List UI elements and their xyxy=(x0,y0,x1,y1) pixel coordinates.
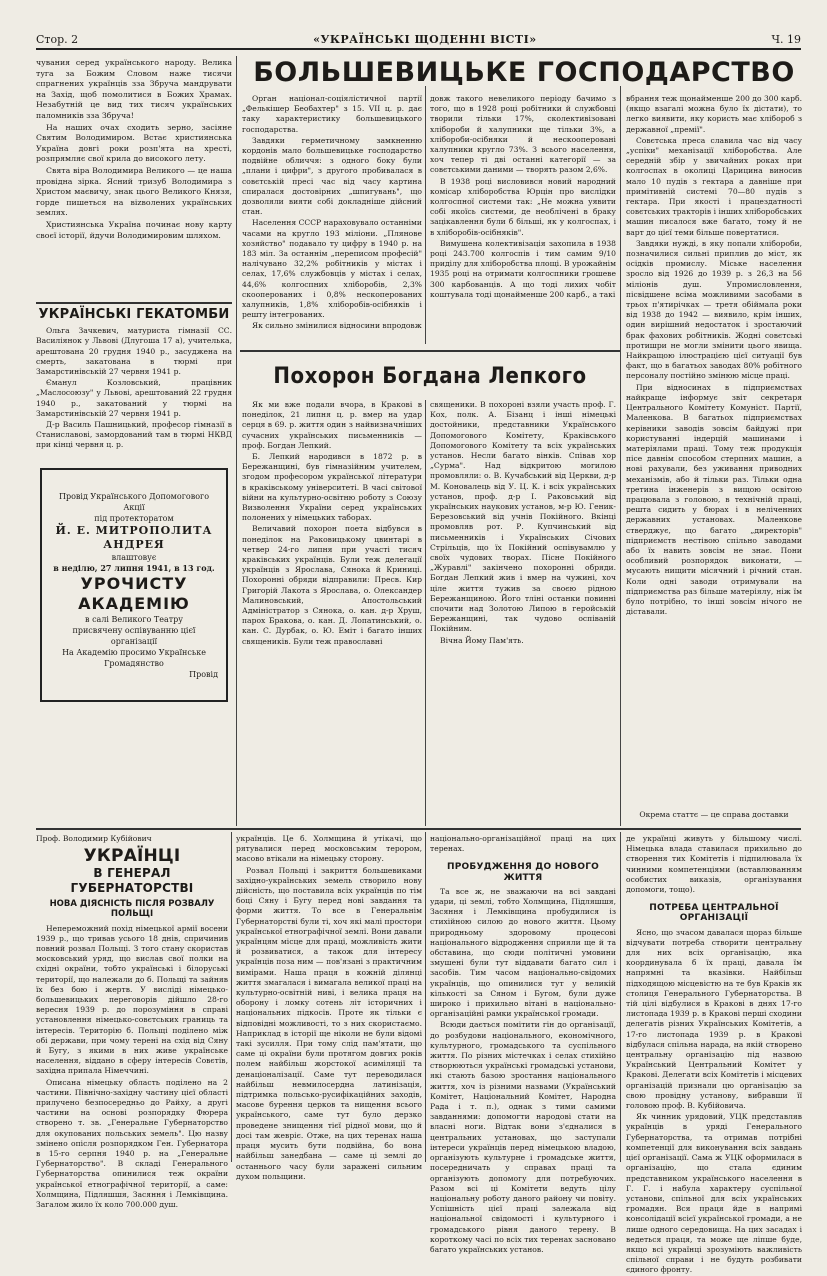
announcement-date: в неділю, 27 липня 1941, в 13 год. xyxy=(53,562,215,573)
paragraph: священики. В похороні взяли участь проф. Г. Кох, полк. А. Бізанц і інші німецькі достойники, представники Українського Допомогового Комітету, Краківського Допомогового Комітету та всіх українських установ. Несли багато вінків. Співав хор „Сурма". Над відкритою могилою промовляли: о. В. Кучабський від Церкви, д-р М. Коновалець від У. Ц. К. і всіх українських установ, проф. д-р І. Раковський від українських наукових установ, м-р Ю. Геник-Березовський від учнів Покійного. Вкінці промовляв рот. Р. Купчинський від письменників і Українських Січових Стрільців, що їх Покійний оспівувамлю у своїх чудових творах. Пісне Покійного „Журавлі" закінчено похоронні обряди. Богдан Лепкий жив і вмер на чужині, хоч ціле життя тужив за своєю рідною Бережанщиною. Його тліні останки повинні спочити над Золотою Липою в геройській Бережанщині, так чудово оспіваній Покійним. xyxy=(430,400,616,634)
announcement-line: під протекторатом xyxy=(94,513,174,523)
subtitle-line: ПОЛЬЩІ xyxy=(110,909,154,920)
paragraph: Б. Лепкий народився в 1872 р. в Бережанщині, був гімназійним учителем, згодом професором української літератури в краківському університеті. В часі світової війни на культурно-освітню роботу з Союзу Визволення України серед українських полонених у німецьких таборах. xyxy=(242,452,422,523)
paragraph: Та все ж, не зважаючи на всі завдані удари, ці землі, тобто Холмщина, Підляшшя, Засяння і Лемківщина пробудилися із стихійною силою до нового життя. Цьому природньому здоровому процесові національного відродження сприяли ще й та обставина, що сюди політичні умовини змушені були тут віддавати багато сил і засобів. Тим часом національно-свідомих українців, що опинилися тут у великій кількості за Сяном і Бугом, були дуже широко і прихильно вітані в національно-організаційні рамки української громади. xyxy=(430,886,616,1019)
paragraph: довж такого невеликого періоду бачимо з того, що в 1928 році робітники й службовці творили тільки 17%, сколективізовані хлібороби й халупники ще тільки 3%, а хлібороби-осібняки й нескооперовані халупники кругло 73%. З всього населення, хоч тепер ті дві останні категорії — за совєтськими даними — творять разом 2,6%. xyxy=(430,94,616,175)
economy-note xyxy=(626,810,802,824)
economy-column-1 xyxy=(242,94,422,346)
section-title-awakening: ПРОБУДЖЕННЯ ДО НОВОГО ЖИТТЯ xyxy=(447,862,599,883)
funeral-column-2 xyxy=(430,400,616,824)
ukrainians-subtitle xyxy=(36,899,228,919)
ukrainians-column-1 xyxy=(36,834,228,1210)
paragraph: Непереможний похід німецької армії восени 1939 р., що тривав усього 18 днів, спричинив повний розвал Польщі. З того стану скористав московський уряд, що вислав свої полки на східні окраїни, тобто українські і білоруські території, що належали до б. Польщі та зайняв їх без бою і жертв. У висліді німецько-большевицьких переговорів дійшло 28-го вересня 1939 р. до порозуміння в справі установлення німецько-совєтських границь та інтересів. Територію б. Польщі поділено між обі держави, при чому терені на схід від Сяну й Бугу, з якими в них живе українське населення, віддано в сферу інтересів Совєтів, західна припала Німеччині. xyxy=(36,923,228,1076)
announcement-venue: в салі Великого Театру xyxy=(85,614,183,624)
paragraph: вбрання теж щонайменше 200 до 300 карб. (якщо взагалі можна було їх дістати), то легко виявити, яку користь має хлібороб з державної „премії". xyxy=(626,94,802,134)
funeral-title: Похорон Богдана Лепкого xyxy=(273,364,587,389)
announcement-metropolitan: Й. Е. МИТРОПОЛИТА АНДРЕЯ xyxy=(55,523,213,551)
section-title-central-org: ПОТРЕБА ЦЕНТРАЛЬНОЇ ОРГАНІЗАЦІЇ xyxy=(649,903,779,924)
column-rule xyxy=(620,86,621,826)
paper-name: «УКРАЇНСЬКІ ЩОДЕННІ ВІСТІ» xyxy=(313,33,537,46)
column-rule xyxy=(620,832,621,1162)
intro-column xyxy=(36,58,232,300)
economy-column-2 xyxy=(430,94,616,346)
paragraph: Всюди дається помітити гін до організації, до розбудови національного, економічного, культурного, громадського та суспільного життя. По різних містечках і селах стихійно створюються українські громадські установи, які стають базою зростання національного життя, хоч із різними назвами (Український Комітет, Національний Комітет, Народна Рада і т. п.), однак з тими самими завданнями: допомогти народові стати на власні ноги. Відтак вони з'єдналися в центральних установах, що заступали інтереси українців перед німецькою владою, організують культурне і громадське життя, посередничать у справах праці та організують допомогу для потребуючих. Разом всі ці Комітети ведуть цілу національну роботу даного району чи повіту. Успішність цієї праці залежала від національної свідомості і культурного і громадського рівня даного терену. В короткому часі по всіх тих теренах засновано багато українських установ. xyxy=(430,1020,616,1254)
paragraph: Ясно, що зчасом давалася щораз більше відчувати потреба створити центральну для них всіх організацію, яка координувала б їх праці, давала їм напрямні та вказівки. Найбільш підходящою місцевістю на те був Краків як столиця Генерального Губернаторства. В тій цілі відбулися в Кракові в днях 17-го листопада 1939 р. в Кракові перші сходини делегатів різних Українських Комітетів, а 17-го листопада 1939 р. в Кракові відбулася спільна нарада, на якій створено центральну організацію під назвою Український Центральний Комітет у Кракові. Делегати всіх Комітетів і місцевих організацій признали цю організацію за свою провідну установу, вибравши її головою проф. В. Кубійовича. xyxy=(626,927,802,1111)
column-rule xyxy=(425,832,426,1162)
issue-number: Ч. 19 xyxy=(771,33,801,46)
author-byline: Проф. Володимир Кубійович xyxy=(36,834,152,843)
announcement-heading: УРОЧИСТУ xyxy=(80,573,188,593)
section-rule xyxy=(240,350,620,352)
paragraph: українців. Це б. Холмщина й утікачі, що рятувалися перед московським терором, масово втікали на німецьку сторону. xyxy=(236,834,422,864)
announcement-signature: Провід xyxy=(189,669,218,679)
ukrainians-column-2 xyxy=(236,834,422,1181)
paragraph: Як ми вже подали вчора, в Кракові в понеділок, 21 липня ц. р. вмер на удар серця в 69. р. життя один з найвизначніших сучасних українських письменників — проф. Богдан Лепкий. xyxy=(242,400,422,450)
announcement-heading: АКАДЕМІЮ xyxy=(78,593,190,613)
subtitle-line: НОВА ДІЯСНІСТЬ ПІСЛЯ РОЗВАЛУ xyxy=(49,899,215,910)
paragraph: Завдяки герметичному замкненню кордонів мало большевицьке господарство подвійне обличчя: з одного боку були „плани і цифри", з другого пробивалася в совєтській пресі час від часу картина спиралася достовірних „шпигувань", що дозволяли вияти собі докладніше дійсний стан. xyxy=(242,135,422,217)
column-rule xyxy=(231,832,232,1162)
ukrainians-column-4 xyxy=(626,834,802,1275)
announcement-line: Провід Українського Допомогового Акції xyxy=(58,491,210,512)
ukrainians-title-2: В ГЕНЕРАЛ ГУБЕРНАТОРСТВІ xyxy=(70,866,194,896)
funeral-column-1 xyxy=(242,400,422,824)
paragraph: Совєтська преса славила час від часу „успіхи" механізації хліборобства. Але середній збір у звичайних роках при колгоспах в околиці Царицина виносив мало 10 пудів з гектара а давніше при примітивній системі 70—80 пудів з гектара. При якості і працездатності совєтських тракторів і інших хліборобських машин писалося вже багато, тому й не варт до цієї теми більше повертатися. xyxy=(626,135,802,237)
paragraph: Орган націонал-соціялістичної партії „Фелькішер Беобахтер" з 15. VII ц. р. дає таку характеристику большевицького господарства. xyxy=(242,94,422,134)
paragraph: Розвал Польщі і закриття большевиками західно-українських земель створило нову дійсність, що поставила всіх українців по тім боці Сяну і Бугу перед нові завдання та форми життя. То все в Генеральнім Губернаторстві були ті, хоч які малі простори української етнографічної землі. Вони давали українцям місце для праці, можливість жити й розвиватися, а також для інтересу українців поза ним — пов'язані з практичним вимірами. Наша праця в кожній ділянці життя змагалася і вимагала великої праці на культурно-освітній ниві, і велика праця на оборону і ломку сотень літ історичних і національних підкосів. Проте як тільки є відповідні можливості, то з них скористаємо. Наприклад в історії ще ніколи не були відомі такі зусилля. При тому слід пам'ятати, що саме ці окраїни були протягом довгих років полем найбільш жорстокої асиміляції та денаціоналізації. Саме тут переводилася найбільш невмилосердна латинізація, підтримка польсько-русифікаційних заходів, масове бурення церков та нищення всього українського, саме тут було дерзко проведене знищення тієї рідної мови, що й досі там жевріє. Отже, на цих теренах наша праця мусить бути подвійна, бо вона найбільш занедбана — саме ці землі до останнього часу були заражені сильним духом польщини. xyxy=(236,865,422,1181)
announcement-line: влаштовує xyxy=(111,552,157,562)
academy-announcement xyxy=(40,468,228,702)
paragraph: чувания серед українського народу. Велика туга за Божим Словом наже тисячи спрагнених українців зза Збруча мандрувати на Захід, щоб помолитися в Божих Храмах. Незабутній це вид тих тисяч українських паломників зза Збруча! xyxy=(36,58,232,120)
paragraph: Свята віра Володимира Великого — це наша провідна зірка. Ясний тризуб Володимира з Христом маєвичу, знак цього Великого Князя, горде пишеться на вizволених українських землях. xyxy=(36,165,232,218)
paragraph: національно-організаційної праці на цих теренах. xyxy=(430,834,616,854)
economy-note-text: Окрема статтє — це справа доставки xyxy=(639,810,789,819)
ukrainians-column-3 xyxy=(430,834,616,1254)
paragraph: Християнська Україна починає нову карту своєї історії, йдучи Володимировим шляхом. xyxy=(36,219,232,240)
page-number: Стор. 2 xyxy=(36,33,79,46)
ukrainians-title: УКРАЇНЦІ xyxy=(83,846,181,867)
economy-column-3 xyxy=(626,94,802,808)
paragraph: Населення СССР нараховувало останніми часами на кругло 193 міліони. „Плянове хозяйство" подавало ту цифру в 1940 р. на 183 міл. За останнім „переписом професій" налічувано 32,2% робітників у містах і селах, 17,6% службовців у містах і селах, 44,6% колгоспних хліборобів, 2,3% скооперованих і 0,8% нескоперованих халупників, 1,8% хліборобів-осібняків і решту інтегрованих. xyxy=(242,218,422,320)
paragraph: Д-р Василь Пашницький, професор гімназії в Станиславові, замордований там в тюрмі НКВД при кінці червня ц. р. xyxy=(36,420,232,450)
section-rule xyxy=(36,302,232,304)
column-rule xyxy=(425,86,426,344)
hecatombs-article xyxy=(36,307,232,452)
announcement-line: присвячену оспівуванню цієї організації xyxy=(72,625,196,646)
paragraph: де українці живуть у більшому числі. Німецька влада ставилася прихильно до створення тих Комітетів і підпилювала їх чинними компетенціями (вставлюванням особистих виказів, організування допомоги, тощо). xyxy=(626,834,802,895)
section-rule xyxy=(36,828,801,830)
announcement-line: На Академію просимо Українське Громадянство xyxy=(62,647,206,668)
paragraph: Вимушена колективізація захопила в 1938 році 243.700 колгоспів і тим самим 9/10 приділу для хліборобства площі. В урожайнім 1935 році на отримати колгоспники грошеве 300 карбованців. А що тоді лихих чобіт коштувала тоді щонайменше 200 карб., а такі xyxy=(430,238,616,299)
paragraph: Єманул Козловський, працівник „Маслосоюзу" у Львові, арештований 22 грудня 1940 р., закатований у тюрмі на Замарстинівській 27 червня 1941 р. xyxy=(36,378,232,418)
paragraph: Вічна Йому Пам'ять. xyxy=(440,635,524,645)
economy-title: БОЛЬШЕВИЦЬКЕ ГОСПОДАРСТВО xyxy=(253,57,795,88)
paragraph: На наших очах сходить зерно, засіяне Святим Володимиром. Встає християнська Україна довгі роки розп'ята на хресті, розпрямляє свої крила до високого лету. xyxy=(36,122,232,164)
paragraph: В 1938 році висловився новий народний комісар хліборобства Юрцін про вислідки колгоспної системи так: „Не можна уявити собі якоїсь системи, де необлічені в браку зацікавлення були б більші, як у колгоспах, і в хліборобів-осібняків". xyxy=(430,176,616,237)
paragraph: Описана німецьку область поділено на 2 частини. Північно-західну частину цієї області прилучено безпосередньо до Райху, а другі частини на основі розпорядку Фюрера створено т. зв. „Генеральне Губернаторство для окупованих польських земель". Цю назву змінено опісля розпорядком Ген. Губернатора в 15-го серпня 1940 р. на „Генеральне Губернаторство". В складі Генерального Губернаторства опинилися теж окраїни української етнографічної території, а саме: Холмщина, Підляшшя, Засяння і Лемківщина. Загалом жило їх коло 700.000 душ. xyxy=(36,1077,228,1210)
paragraph: Ольга Зачкевич, матуриста гімназії СС. Василіянок у Львові (Длугоша 17 а), учителька, арештована 20 грудня 1940 р., засуджена на смерть, закатована в тюрмі при Замарстинівській 27 червня 1941 р. xyxy=(36,326,232,377)
paragraph: Як сильно змінилися відносини впродовж xyxy=(252,321,422,331)
paragraph: Завдяки нужді, в яку попали хлібороби, позначилися сильні приплив до міст, як осідків промислу. Міське населення зросло від 1926 до 1939 р. з 26,3 на 56 міліонів душ. Упромисловлення, пісвідшене всіма можливими засобами в трьох п'ятирічках — третя обіймала роки від 1938 до 1942 — виявило, крім інших, один вирішний недостаток і зростаючий брак фахових робітників. Жодні совєтські протишри не могли змінити цього явища. Найкращою ілюстрацією цієї ситуації був факт, що в багатьох заводах 80% робітного персоналу постійно змінюю місце праці. xyxy=(626,238,802,381)
hecatombs-title: УКРАЇНСЬКІ ГЕКАТОМБИ xyxy=(38,307,230,322)
column-rule xyxy=(425,400,426,826)
page-header xyxy=(36,30,801,50)
paragraph: Як чинник урядовий, УЦК представляв українців в уряді Генерального Губернаторства, та отримав потрібні компетенції для виконування всіх завдань цієї організації. Сама ж УЦК оформилася в організацію, що стала єдиним представником українського населення в Г. Г. і набула характеру суспільної установи, спільної для всіх українських громадян. Вся праця йде в напрямі консолідації всієї української громади, а не лише одного середовища. На цих засадах і ведеться праця, та може ще ліпше буде, якщо всі українці зрозуміють важливість спільної справи і не будуть розбивати єдиного фронту. xyxy=(626,1112,802,1275)
paragraph: Величавий похорон поета відбувся в понеділок на Раковицькому цвинтарі в четвер 24-го липня при участі тисяч краківських українців. Були теж делегації українців з Ярослава, Сянока й Криниці. Похоронні обряди відправили: Пресв. Кир Григорій Лакота з Ярослава, о. Олександер Малиновський, Апостольський Адміністратор з Сянока, о. кан. д-р Хруш, парох Бракова, о. кан. Д. Лопатинський, о. кан. С. Дурбак, о. Ю. Еміт і багато інших священиків. Були теж православні xyxy=(242,524,422,646)
column-rule xyxy=(236,56,237,826)
paragraph: При відносинах в підприємствах найкраще інформує звіт секретаря Центрального Комітету Комуніст. Партії, Маленкова. В багатьох підприємствах керівники заводів зовсім байдужі при користуванні індерцій машинами і матеріялами праці. Тому теж продукція пісе давнім способом стерпних машин, а нові рахували, без уживання приводних механізмів, або й тільки раз. Тільки одна третина інженерів з вищою освітою працювала з головою, в технічній праці, решта сидить у бюрах і в неліченних державних установах. Маленкове стверджує, що багато „директорів" підприємств нестівою спільно заводами або їх навить зовсім не знає. Пони особливий розпорядок виконати, — мусають нищити місячний і річний стан. Коли одні заводи отримували на підприємства раз більше матеріялу, ніж їм було потрібно, то інші зовсім нічого не діставали. xyxy=(626,382,802,617)
